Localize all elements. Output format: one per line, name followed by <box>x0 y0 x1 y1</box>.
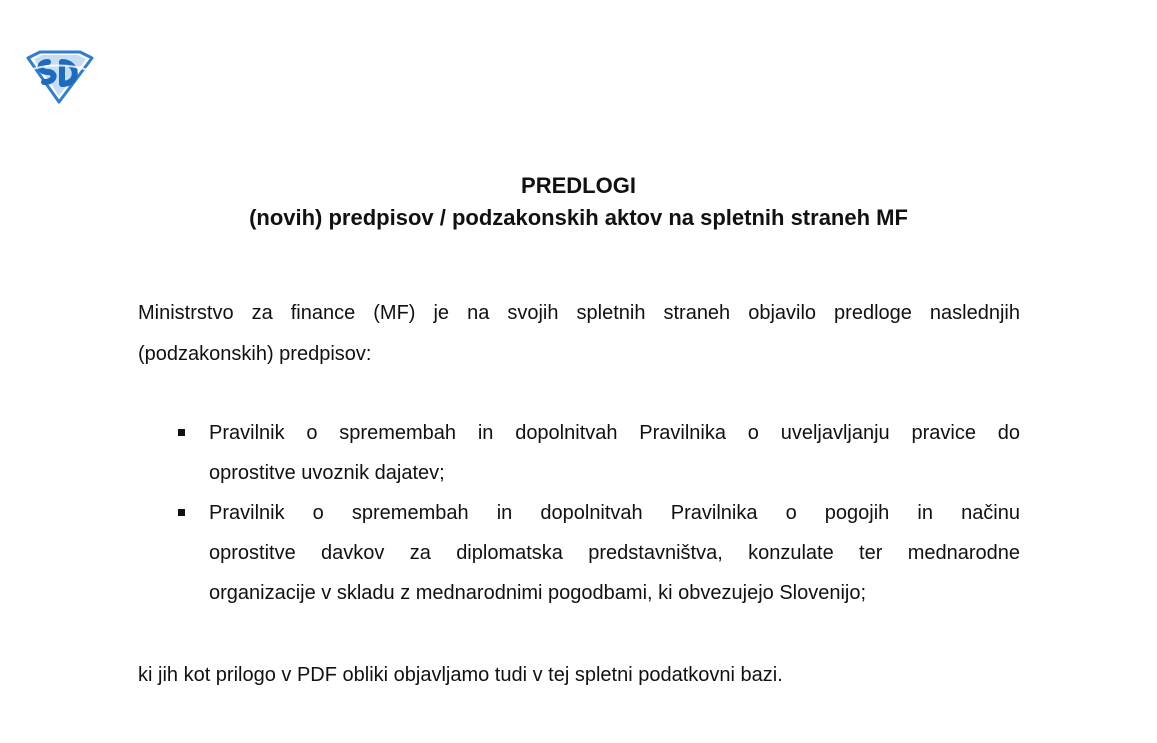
list-item-line: organizacije v skladu z mednarodnimi pogodbami, ki obvezujejo Slovenijo; <box>209 582 867 604</box>
intro-line: Ministrstvo za finance (MF) je na svojih spletnih straneh objavilo predloge naslednjih <box>138 302 1020 324</box>
square-bullet-icon <box>178 429 185 436</box>
sd-logo <box>22 50 96 104</box>
page-title: PREDLOGI <box>521 173 636 198</box>
list-item <box>178 493 1020 613</box>
page-subtitle: (novih) predpisov / podzakonskih aktov na spletnih straneh MF <box>249 205 908 230</box>
square-bullet-icon <box>178 509 185 516</box>
document-heading <box>0 170 1157 234</box>
intro-line: (podzakonskih) predpisov: <box>138 343 372 365</box>
list-item-line: oprostitve davkov za diplomatska predstavništva, konzulate ter mednarodne <box>209 542 1020 564</box>
list-item-line: Pravilnik o spremembah in dopolnitvah Pravilnika o pogojih in načinu <box>209 502 1020 524</box>
list-item-line: Pravilnik o spremembah in dopolnitvah Pravilnika o uveljavljanju pravice do <box>209 422 1020 444</box>
sd-shield-icon <box>22 50 96 104</box>
list-item <box>178 413 1020 493</box>
list-item-line: oprostitve uvoznik dajatev; <box>209 462 445 484</box>
closing-paragraph: ki jih kot prilogo v PDF obliki objavljamo tudi v tej spletni podatkovni bazi. <box>138 664 783 686</box>
regulation-list <box>178 413 1020 613</box>
intro-paragraph <box>138 293 1020 375</box>
